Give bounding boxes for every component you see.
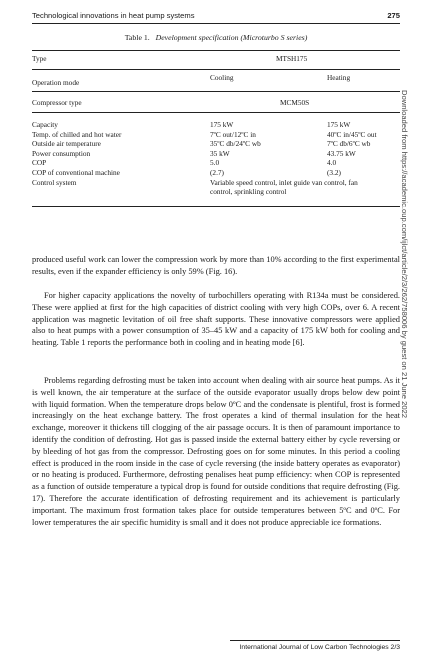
row-heating: 40ºC in/45ºC out [327, 129, 377, 139]
row-cooling: (2.7) [210, 168, 224, 177]
type-value: MTSH175 [276, 54, 308, 63]
mode-heating: Heating [327, 73, 351, 82]
table-rule [32, 91, 400, 92]
row-cooling: 175 kW [210, 120, 234, 129]
page-number: 275 [387, 11, 400, 20]
compressor-label: Compressor type [32, 98, 82, 107]
row-label: Power consumption [32, 148, 91, 158]
table-rule [32, 69, 400, 70]
compressor-value: MCM50S [280, 98, 310, 107]
row-cooling: 7ºC out/12ºC in [210, 129, 256, 139]
running-title: Technological innovations in heat pump systems [32, 11, 195, 20]
download-notice: Downloaded from https://academic.oup.com/ijlct/article/2/3/262/758006 by guest on 21 June 2022 [400, 90, 409, 418]
body-paragraph: Problems regarding defrosting must be taken into account when dealing with air source heat pumps. As it is well known, the air temperature at the surface of the outside evaporator usually drops below dew point with liquid formation. When the temperature drops below 0ºC and the condensate is plentiful, frost is formed increasingly on the heat exchange battery. The frost operates a kind of thermal insulation for the heat exchange, moreover it thickens till clogging of the air passage occurs. It is then of paramount importance to identify the condition of defrosting. Hot gas is passed inside the external battery either by cycle reversing or by bleeding of hot gas from the compressor. Defrosting goes on for some minutes. In this period a cooling effect is produced in the room inside in the case of cycle reversing (the inside battery operates as evaporator) or no heating is produced. Furthermore, defrosting penalises heat pump efficiency: when COP is represented as a function of outside temperature a typical drop is found for outside conditions that require defrosting (Fig. 17). Therefore the accurate identification of defrosting requirement and its achievement is particularly important. The maximum frost formation takes place for outside temperatures between 5ºC and 0ºC. For lower temperatures the air specific humidity is small and it does not produce appreciable ice formations. [32, 376, 400, 527]
table-rule-top [32, 50, 400, 51]
journal-name: International Journal of Low Carbon Technologies 2/3 [239, 644, 400, 651]
type-label: Type [32, 54, 47, 63]
control-value-line1: Variable speed control, inlet guide van control, fan [210, 177, 358, 187]
table-rule [32, 112, 400, 113]
running-footer [230, 640, 400, 651]
row-label: Outside air temperature [32, 139, 101, 149]
row-heating: 4.0 [327, 158, 337, 168]
table-caption-label: Table 1. [124, 33, 150, 42]
row-cooling: 5.0 [210, 158, 220, 168]
header-rule [32, 23, 400, 24]
row-heating: (3.2) [327, 168, 341, 177]
table-caption [32, 33, 400, 42]
table-caption-text: Development specification (Microturbo S series) [155, 33, 308, 42]
control-value-line2: control, sprinkling control [210, 187, 287, 197]
footer-rule [230, 640, 400, 641]
row-label: COP of conventional machine [32, 168, 120, 177]
control-label: Control system [32, 177, 77, 187]
mode-cooling: Cooling [210, 73, 234, 82]
body-paragraph: For higher capacity applications the novelty of turbochillers operating with R134a must be considered. These were applied at first for the high capacities of district cooling with very high COPs, over 6. A recent application was magnetic levitation of oil free shaft supports. These innovative compressors were applied also to heat pumps with a power consumption of 35–45 kW and a capacity of 175 kW both for cooling and heating. Table 1 reports the performance both in cooling and in heating mode [6]. [32, 291, 400, 348]
row-heating: 7ºC db/6ºC wb [327, 139, 371, 149]
table-rule-bottom [32, 206, 400, 207]
mode-label: Operation mode [32, 78, 80, 87]
row-label: Capacity [32, 120, 58, 129]
row-cooling: 35 kW [210, 148, 230, 158]
running-header [32, 10, 400, 26]
body-paragraph: produced useful work can lower the compression work by more than 10% according to the first experimental results, even if the expander efficiency is only 59% (Fig. 16). [32, 255, 400, 276]
row-heating: 175 kW [327, 120, 351, 129]
row-label: Temp. of chilled and hot water [32, 129, 122, 139]
spec-table [32, 50, 400, 224]
row-cooling: 35ºC db/24ºC wb [210, 139, 261, 149]
row-heating: 43.75 kW [327, 148, 356, 158]
row-label: COP [32, 158, 47, 168]
